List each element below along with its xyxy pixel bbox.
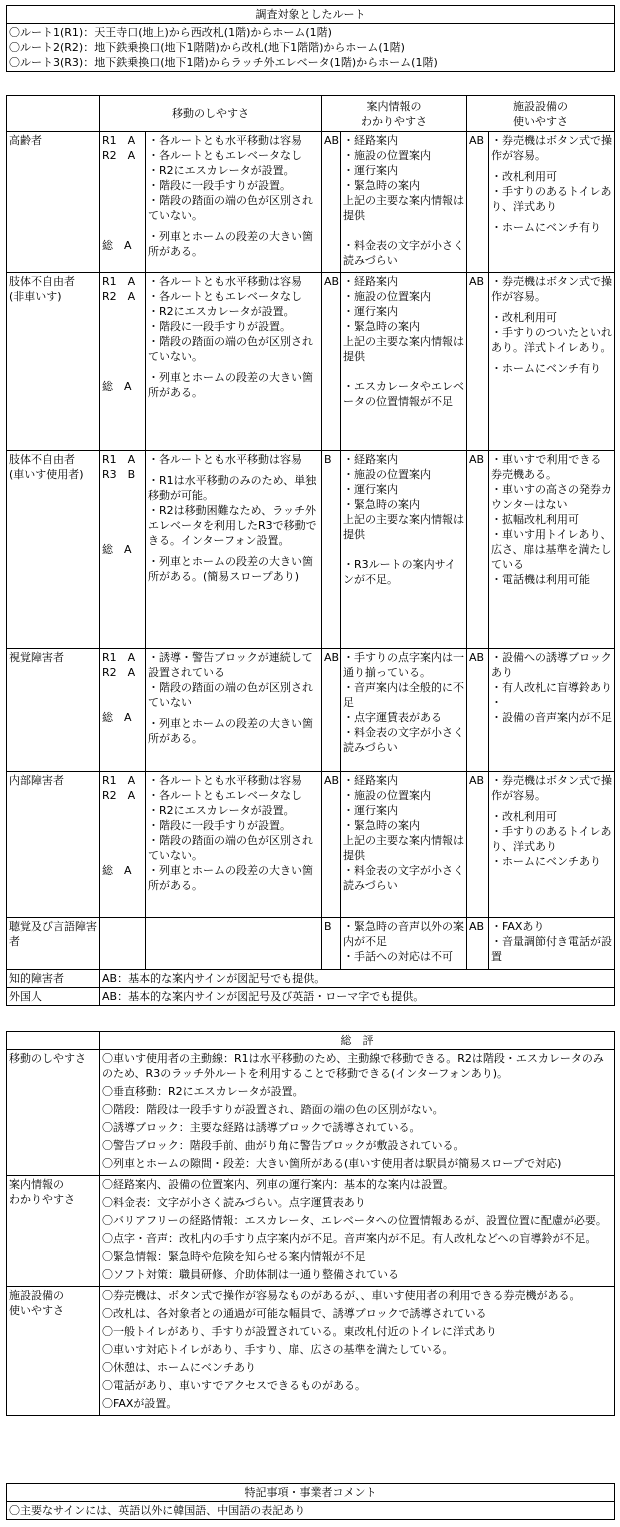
route-rank [102,304,143,319]
simple-text: AB：基本的な案内サインが図記号及び英語・ローマ字でも提供。 [100,988,615,1006]
notes-item: 〇主要なサインには、英語以外に韓国語、中国語の表記あり [9,1504,306,1517]
route-rank [102,349,143,364]
mobility-item: ・各ルートともエレベータなし [148,149,302,162]
route-rank [102,803,143,818]
route-item-1: 〇ルート1(R1)：天王寺口(地上)から西改札(1階)からホーム(1階) [9,26,332,39]
route-rank-cell [100,451,146,649]
summary-item: 〇ソフト対策：職員研修、介助体制は一通り整備されている [102,1268,399,1281]
route-rank-cell [100,132,146,273]
info-item: ・緊急時の案内 [343,179,420,192]
facility-cell [489,649,615,772]
info-cell [341,918,467,970]
info-item: ・緊急時の案内 [343,498,420,511]
user-group-label: 視覚障害者 [9,651,64,664]
user-group-cell [7,649,100,772]
summary-row [7,1050,615,1176]
route-rank: R1 A [102,275,136,288]
info-cell [341,451,467,649]
mobility-item: ・R2にエスカレータが設置。 [148,305,295,318]
summary-item: 〇垂直移動：R2にエスカレータが設置。 [102,1085,304,1098]
info-item: ・エスカレータやエレベータの位置情報が不足 [343,380,464,408]
user-group-cell [7,273,100,451]
header-mobility: 移動のしやすさ [100,96,322,132]
summary-label: 施設設備の [9,1289,64,1302]
mobility-item: ・階段の踏面の端の色が区別されていない。 [148,335,313,363]
info-item: ・運行案内 [343,305,398,318]
route-rank: R2 A [102,666,136,679]
info-item: ・R3ルートの案内サインが不足。 [343,558,456,586]
summary-label: わかりやすさ [9,1193,75,1206]
notes-list [7,1502,615,1520]
mobility-item: ・各ルートとも水平移動は容易 [148,774,302,787]
route-rank: R1 A [102,774,136,787]
info-item: 上記の主要な案内情報は提供 [343,194,464,222]
user-group-cell [7,772,100,918]
facility-item: ・ [491,696,502,709]
info-rank: AB [322,649,341,772]
route-rank: R3 B [102,468,136,481]
info-item: ・点字運賃表がある [343,711,442,724]
summary-label-cell [7,1176,100,1287]
info-item: 上記の主要な案内情報は提供 [343,513,464,541]
simple-text: AB：基本的な案内サインが図記号でも提供。 [100,970,615,988]
info-item: ・緊急時の音声以外の案内が不足 [343,920,464,948]
mobility-cell [146,772,322,918]
user-group-label: 肢体不自由者 [9,275,75,288]
mobility-item: ・誘導・警告ブロックが連続して設置されている [148,651,313,679]
mobility-item: ・各ルートとも水平移動は容易 [148,453,302,466]
info-item: 上記の主要な案内情報は提供 [343,834,464,862]
route-rank: 総 A [102,864,132,877]
mobility-item: ・列車とホームの段差の大きい箇所がある。 [148,230,313,258]
info-item: ・経路案内 [343,275,398,288]
info-item: ・経路案内 [343,453,398,466]
mobility-cell [146,918,322,970]
mobility-item: ・階段の踏面の端の色が区別されていない。 [148,194,313,222]
facility-rank: AB [467,273,489,451]
evaluation-row [7,772,615,918]
summary-header-blank [7,1032,100,1050]
facility-item: ・有人改札に盲導鈴あり [491,681,612,694]
summary-label: 移動のしやすさ [9,1052,86,1065]
summary-item: 〇一般トイレがあり、手すりが設置されている。東改札付近のトイレに洋式あり [102,1325,497,1338]
route-rank [102,695,143,710]
facility-item: ・音量調節付き電話が設置 [491,935,612,963]
mobility-cell [146,451,322,649]
route-rank-cell [100,918,146,970]
facility-item: ・ホームにベンチ有り [491,221,601,234]
route-rank: R1 A [102,453,136,466]
route-rank [102,848,143,863]
info-cell [341,132,467,273]
route-rank [102,818,143,833]
evaluation-table [6,95,615,1006]
header-blank [7,96,100,132]
route-rank [102,223,143,238]
summary-row [7,1287,615,1416]
facility-cell [489,451,615,649]
header-info [322,96,467,132]
evaluation-row [7,451,615,649]
info-item: 上記の主要な案内情報は提供 [343,335,464,363]
user-group-label: 高齢者 [9,134,42,147]
info-item: ・施設の位置案内 [343,149,431,162]
route-item-2: 〇ルート2(R2)：地下鉄乗換口(地下1階階)から改札(地下1階階)からホーム(1階) [9,41,405,54]
facility-item: ・車いすで利用できる券売機ある。 [491,453,602,481]
route-rank [102,193,143,208]
simple-row [7,970,615,988]
mobility-item: ・階段の踏面の端の色が区別されていない。 [148,834,313,862]
evaluation-row [7,273,615,451]
route-rank: R1 A [102,651,136,664]
summary-label-cell [7,1287,100,1416]
info-item: ・緊急時の案内 [343,320,420,333]
info-item: ・手話への対応は不可 [343,950,453,963]
facility-item: ・電話機は利用可能 [491,573,590,586]
info-rank: AB [322,273,341,451]
mobility-item: ・列車とホームの段差の大きい箇所がある。 [148,864,313,892]
mobility-cell [146,132,322,273]
user-group-cell [7,918,100,970]
route-rank: R1 A [102,134,136,147]
info-item: ・料金表の文字が小さく読みづらい [343,726,464,754]
facility-item: ・手すりのついたといれあり。洋式トイレあり。 [491,326,612,354]
user-group-cell: 知的障害者 [7,970,100,988]
summary-items-cell [100,1050,615,1176]
facility-rank: AB [467,918,489,970]
route-rank: 総 A [102,239,132,252]
mobility-item: ・列車とホームの段差の大きい箇所がある。 [148,717,313,745]
mobility-item: ・階段に一段手すりが設置。 [148,179,291,192]
facility-item: ・券売機はボタン式で操作が容易。 [491,774,612,802]
summary-label: 案内情報の [9,1178,64,1191]
mobility-item: ・列車とホームの段差の大きい箇所がある。(簡易スロープあり) [148,555,313,583]
summary-item: 〇改札は、各対象者との通過が可能な幅員で、誘導ブロックで誘導されている [102,1307,487,1320]
route-rank: R2 A [102,290,136,303]
summary-item: 〇列車とホームの隙間・段差：大きい箇所がある(車いす使用者は駅員が簡易スロープで対応) [102,1157,562,1170]
mobility-item: ・各ルートとも水平移動は容易 [148,275,302,288]
info-item: ・運行案内 [343,483,398,496]
route-rank [102,680,143,695]
facility-item: ・ホームにベンチあり [491,855,601,868]
evaluation-row [7,918,615,970]
user-group-label: 肢体不自由者 [9,453,75,466]
mobility-item: ・R1は水平移動のみのため、単独移動が可能。 [148,474,317,502]
route-rank [102,178,143,193]
facility-item: ・ホームにベンチ有り [491,362,601,375]
facility-item: ・FAXあり [491,920,545,933]
summary-table [6,1031,615,1416]
routes-list [7,24,615,72]
info-item: ・運行案内 [343,804,398,817]
facility-rank: AB [467,451,489,649]
header-facility-line2: 使いやすさ [513,114,568,128]
facility-item: ・手すりのあるトイレあり、洋式あり [491,825,612,853]
facility-cell [489,132,615,273]
summary-item: 〇点字・音声：改札内の手すり点字案内が不足。音声案内が不足。有人改札などへの盲導鈴が不足。 [102,1232,597,1245]
mobility-cell [146,649,322,772]
header-info-line1: 案内情報の [366,99,422,113]
facility-item: ・改札利用可 [491,311,557,324]
route-rank [102,163,143,178]
mobility-item: ・各ルートともエレベータなし [148,290,302,303]
info-rank: AB [322,132,341,273]
header-info-line2: わかりやすさ [361,114,427,128]
info-cell [341,273,467,451]
facility-item: ・改札利用可 [491,170,557,183]
route-rank [102,334,143,349]
summary-items-cell [100,1287,615,1416]
mobility-item: ・R2にエスカレータが設置。 [148,164,295,177]
route-rank-cell [100,772,146,918]
summary-item: 〇料金表：文字が小さく読みづらい。点字運賃表あり [102,1196,366,1209]
info-item: ・施設の位置案内 [343,789,431,802]
info-item: ・音声案内は全般的に不足 [343,681,464,709]
summary-items-cell [100,1176,615,1287]
header-facility [467,96,615,132]
evaluation-row [7,649,615,772]
summary-item: 〇車いす対応トイレがあり、手すり、扉、広さの基準を満たしている。 [102,1343,454,1356]
facility-item: ・改札利用可 [491,810,557,823]
summary-item: 〇階段：階段は一段手すりが設置され、踏面の端の色の区別がない。 [102,1103,444,1116]
info-rank: AB [322,772,341,918]
info-cell [341,649,467,772]
info-item: ・経路案内 [343,774,398,787]
summary-item: 〇券売機は、ボタン式で操作が容易なものがあるが、、車いす使用者の利用できる券売機がある。 [102,1289,581,1302]
route-rank [102,482,143,497]
route-rank-cell [100,649,146,772]
notes-table [6,1483,615,1520]
summary-label-cell [7,1050,100,1176]
summary-item: 〇緊急情報：緊急時や危険を知らせる案内情報が不足 [102,1250,366,1263]
user-group-label: 内部障害者 [9,774,64,787]
summary-item: 〇誘導ブロック：主要な経路は誘導ブロックで誘導されている。 [102,1121,421,1134]
route-rank [102,319,143,334]
facility-item: ・拡幅改札利用可 [491,513,579,526]
summary-item: 〇経路案内、設備の位置案内、列車の運行案内：基本的な案内は設置。 [102,1178,454,1191]
user-group-cell: 外国人 [7,988,100,1006]
route-rank [102,512,143,527]
mobility-item: ・各ルートともエレベータなし [148,789,302,802]
info-item [343,223,464,238]
mobility-item: ・各ルートとも水平移動は容易 [148,134,302,147]
summary-row [7,1176,615,1287]
simple-row [7,988,615,1006]
route-rank-cell [100,273,146,451]
mobility-cell [146,273,322,451]
info-item: ・施設の位置案内 [343,468,431,481]
facility-item: ・設備の音声案内が不足 [491,711,612,724]
summary-item: 〇休憩は、ホームにベンチあり [102,1361,256,1374]
info-item: ・料金表の文字が小さく読みづらい [343,239,464,267]
summary-title: 総 評 [100,1032,615,1050]
route-rank: 総 A [102,543,132,556]
info-rank: B [322,918,341,970]
facility-rank: AB [467,649,489,772]
info-item: ・経路案内 [343,134,398,147]
mobility-item: ・R2にエスカレータが設置。 [148,804,295,817]
summary-item: 〇警告ブロック：階段手前、曲がり角に警告ブロックが敷設されている。 [102,1139,465,1152]
user-group-label: 聴覚及び言語障害者 [9,920,97,948]
summary-item: 〇FAXが設置。 [102,1397,178,1410]
user-group-label: (車いす使用者) [9,468,84,481]
summary-label: 使いやすさ [9,1304,64,1317]
route-item-3: 〇ルート3(R3)：地下鉄乗換口(地下1階)からラッチ外エレベータ(1階)からホーム(1階) [9,56,438,69]
facility-rank: AB [467,772,489,918]
summary-item: 〇バリアフリーの経路情報：エスカレータ、エレベータへの位置情報あるが、設置位置に配慮が必要。 [102,1214,607,1227]
info-rank: B [322,451,341,649]
user-group-cell [7,451,100,649]
routes-table [6,5,615,72]
info-item [343,364,464,379]
header-facility-line1: 施設設備の [513,99,568,113]
mobility-item: ・R2は移動困難なため、ラッチ外エレベータを利用したR3で移動できる。インターフォン設置。 [148,504,317,547]
mobility-item: ・列車とホームの段差の大きい箇所がある。 [148,371,313,399]
user-group-label: (非車いす) [9,290,62,303]
info-item: ・施設の位置案内 [343,290,431,303]
summary-item: 〇車いす使用者の主動線：R1は水平移動のため、主動線で移動できる。R2は階段・エスカレータのみのため、R3のラッチ外ルートを利用することで移動できる(インターフォンあり)。 [102,1052,604,1080]
route-rank: 総 A [102,711,132,724]
routes-title: 調査対象としたルート [7,6,615,24]
facility-item: ・設備への誘導ブロックあり [491,651,612,679]
route-rank: R2 A [102,789,136,802]
info-item: ・運行案内 [343,164,398,177]
route-rank [102,527,143,542]
notes-title: 特記事項・事業者コメント [7,1484,615,1502]
info-item [343,542,464,557]
facility-rank: AB [467,132,489,273]
facility-item: ・券売機はボタン式で操作が容易。 [491,134,612,162]
facility-cell [489,918,615,970]
route-rank [102,364,143,379]
mobility-item: ・階段の踏面の端の色が区別されていない [148,681,313,709]
route-rank [102,208,143,223]
facility-cell [489,772,615,918]
facility-item: ・券売機はボタン式で操作が容易。 [491,275,612,303]
info-item: ・手すりの点字案内は一通り揃っている。 [343,651,464,679]
route-rank: R2 A [102,149,136,162]
facility-item: ・車いすの高さの発券カウンターはない [491,483,612,511]
mobility-item: ・階段に一段手すりが設置。 [148,320,291,333]
facility-item: ・車いす用トイレあり、広さ、扉は基準を満たしている [491,528,612,571]
info-cell [341,772,467,918]
facility-cell [489,273,615,451]
user-group-cell [7,132,100,273]
info-item: ・緊急時の案内 [343,819,420,832]
info-item: ・料金表の文字が小さく読みづらい [343,864,464,892]
route-rank: 総 A [102,380,132,393]
route-rank [102,497,143,512]
route-rank [102,833,143,848]
mobility-item: ・階段に一段手すりが設置。 [148,819,291,832]
facility-item: ・手すりのあるトイレあり、洋式あり [491,185,612,213]
evaluation-row [7,132,615,273]
summary-item: 〇電話があり、車いすでアクセスできるものがある。 [102,1379,366,1392]
